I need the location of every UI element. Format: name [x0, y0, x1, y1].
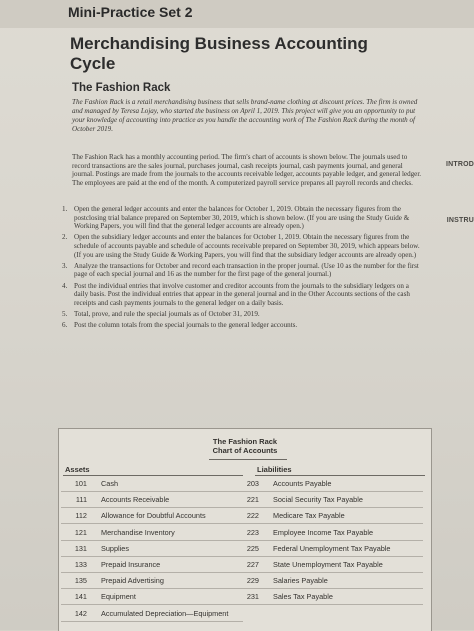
account-name: Accumulated Depreciation—Equipment [101, 608, 229, 618]
account-number: 133 [74, 560, 87, 569]
step-item [62, 205, 422, 231]
account-name: Supplies [101, 543, 129, 553]
row-rule [61, 588, 243, 589]
account-name: State Unemployment Tax Payable [273, 560, 383, 569]
account-name: Social Security Tax Payable [273, 495, 363, 505]
account-name: Prepaid Insurance [101, 560, 161, 569]
row-rule [233, 556, 423, 557]
account-number: 101 [74, 479, 87, 488]
step-number: 2. [62, 233, 68, 242]
step-item [62, 282, 422, 308]
row-rule [61, 604, 243, 605]
side-label-instructions: INSTRU [446, 217, 474, 224]
row-rule [61, 540, 243, 541]
account-number: 223 [246, 527, 259, 537]
account-number: 141 [74, 592, 87, 602]
liabilities-heading: Liabilities [257, 465, 292, 474]
row-rule [61, 621, 243, 622]
row-rule [61, 507, 243, 508]
row-rule [61, 491, 243, 492]
account-number: 131 [74, 543, 87, 553]
account-number: 229 [246, 576, 259, 586]
company-heading: The Fashion Rack [72, 82, 171, 94]
account-name: Allowance for Doubtful Accounts [101, 511, 206, 521]
row-rule [233, 523, 423, 524]
row-rule [233, 540, 423, 541]
account-name: Equipment [101, 592, 136, 602]
chart-title-company: The Fashion Rack [212, 437, 278, 446]
step-text: Analyze the transactions for October and record each transaction in the proper journal. (Use 10 as the number for the first page of each special journal and 16 as the number for the first page of the general journal.) [74, 261, 419, 279]
account-name: Medicare Tax Payable [273, 511, 345, 521]
liabilities-heading-rule [255, 475, 425, 476]
row-rule [233, 491, 423, 492]
description-paragraph: The Fashion Rack has a monthly accounting period. The firm's chart of accounts is shown below. The journals used to record transactions are the sales journal, purchases journal, cash receipts journal, cash payments journal, and general journal. Postings are made from the journals to the accounts receivable ledger, accounts payable ledger, and general ledger. The employees are paid at the end of the month. A computerized payroll service prepares all payroll records and checks. [72, 153, 422, 187]
account-name: Cash [101, 479, 119, 488]
row-rule [233, 588, 423, 589]
account-number: 221 [246, 495, 259, 505]
account-number: 203 [246, 479, 259, 488]
step-text: Open the subsidiary ledger accounts and enter the balances for October 1, 2019. Obtain the necessary figures from the schedule of accounts payable and schedule of accounts receivable prepared on September 30, 2019, which appears below. (If you are using the Study Guide & Working Papers, you will find that the subsidiary ledger accounts are already open.) [74, 233, 420, 259]
account-name: Salaries Payable [273, 576, 328, 586]
assets-heading: Assets [65, 465, 90, 474]
step-number: 1. [62, 205, 68, 213]
step-text: Post the column totals from the special journals to the general ledger accounts. [74, 321, 298, 330]
assets-heading-rule [63, 475, 243, 476]
account-name: Prepaid Advertising [101, 576, 164, 586]
row-rule [61, 572, 243, 573]
account-number: 222 [246, 511, 259, 521]
row-rule [61, 523, 243, 524]
account-name: Accounts Receivable [101, 495, 170, 505]
account-name: Sales Tax Payable [273, 592, 333, 602]
row-rule [233, 604, 423, 605]
account-number: 135 [74, 576, 87, 586]
step-text: Total, prove, and rule the special journals as of October 31, 2019. [74, 309, 260, 318]
account-name: Merchandise Inventory [101, 527, 175, 537]
step-item [62, 321, 422, 330]
row-rule [233, 572, 423, 573]
chart-title [59, 437, 431, 455]
row-rule [61, 556, 243, 557]
account-number: 231 [246, 592, 259, 602]
step-text: Open the general ledger accounts and enter the balances for October 1, 2019. Obtain the necessary figures from the postclosing trial balance prepared on September 30, 2019, which is shown below. (If you are using the Study Guide & Working Papers, you will find that the general ledger accounts are already open.) [74, 205, 410, 231]
chart-of-accounts [58, 428, 432, 631]
instruction-steps [62, 205, 422, 332]
step-number: 5. [62, 309, 68, 318]
account-name: Federal Unemployment Tax Payable [273, 543, 391, 553]
account-name: Accounts Payable [273, 479, 332, 488]
step-number: 6. [62, 321, 68, 330]
intro-paragraph: The Fashion Rack is a retail merchandising business that sells brand-name clothing at discount prices. The firm is owned and managed by Teresa Lojay, who started the business on April 1, 2019. This project will give you an opportunity to put your knowledge of accounting into practice as you handle the accounting work of The Fashion Rack during the month of October 2019. [72, 98, 418, 133]
practice-set-title: Mini-Practice Set 2 [68, 4, 193, 20]
step-text: Post the individual entries that involve customer and creditor accounts from the journals to the subsidiary ledgers on a daily basis. Post the individual entries that appear in the general journal and in the Other Accounts sections of the cash receipts and cash payments journals to the general ledger on a daily basis. [74, 281, 410, 307]
account-number: 227 [246, 560, 259, 569]
side-label-introduction: INTROD [445, 161, 474, 168]
step-number: 4. [62, 281, 68, 290]
step-number: 3. [62, 261, 68, 270]
account-number: 225 [246, 543, 259, 553]
step-item [62, 233, 422, 259]
row-rule [233, 507, 423, 508]
account-number: 121 [74, 527, 87, 537]
title-underline [209, 459, 287, 460]
account-number: 111 [75, 495, 87, 505]
chart-title-label: Chart of Accounts [212, 446, 278, 455]
step-item [62, 262, 422, 279]
account-number: 112 [75, 511, 87, 521]
step-item [62, 310, 422, 319]
page-title: Merchandising Business Accounting Cycle [70, 34, 368, 73]
account-number: 142 [74, 608, 87, 618]
account-name: Employee Income Tax Payable [273, 527, 374, 537]
